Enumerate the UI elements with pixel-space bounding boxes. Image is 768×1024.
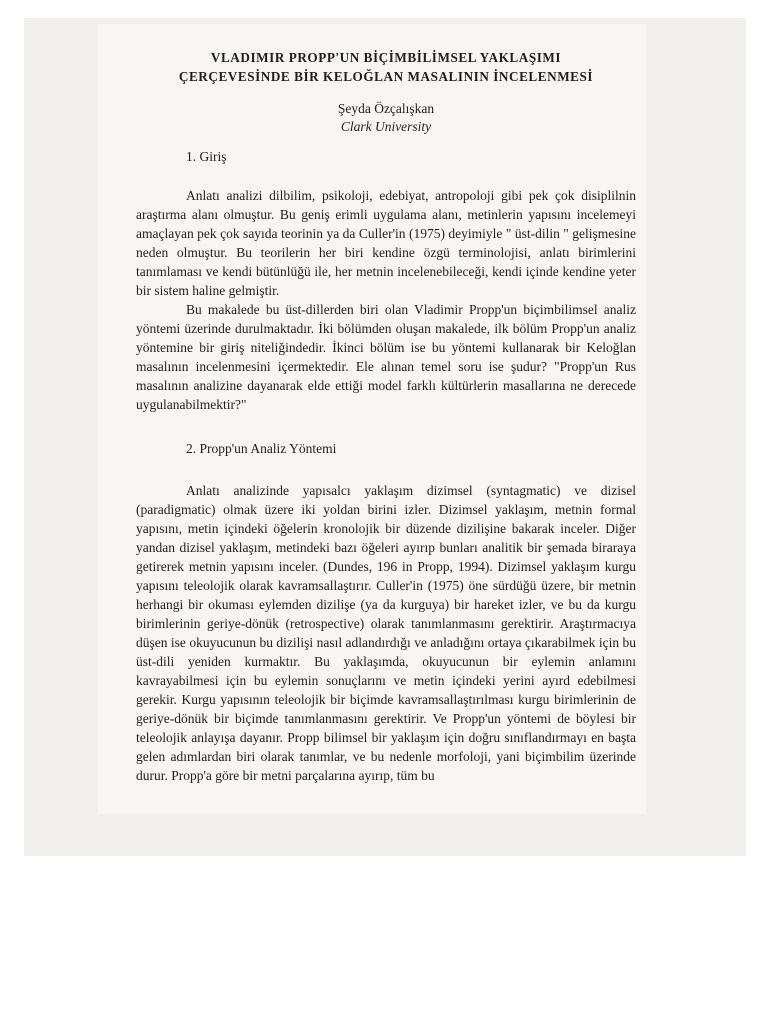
title-line-1: VLADIMIR PROPP'UN BİÇİMBİLİMSEL YAKLAŞIMI — [210, 50, 562, 65]
title — [136, 48, 636, 86]
section-heading-method: 2. Propp'un Analiz Yöntemi — [186, 441, 337, 456]
paragraph-2: Bu makalede bu üst-dillerden biri olan Vladimir Propp'un biçimbilimsel analiz yöntemi üzerinde durulmaktadır. İki bölümden oluşan makalede, ilk bölüm Propp'un analiz yöntemine bir giriş niteliğindedir. İkinci bölüm ise bu yöntemi kullanarak bir Keloğlan masalının incelenmesini içermektedir. Ele alınan temel soru ise şudur? "Propp'un Rus masalının analizine dayanarak elde ettiği model farklı kültürlerin masallarına ne derecede uygulanabilmektir?" — [136, 302, 636, 412]
title-line-2: ÇERÇEVESİNDE BİR KELOĞLAN MASALININ İNCELENMESİ — [178, 69, 594, 84]
affiliation: Clark University — [340, 119, 432, 134]
paragraph-3: Anlatı analizinde yapısalcı yaklaşım dizimsel (syntagmatic) ve dizisel (paradigmatic) olmak üzere iki yoldan birini izler. Dizimsel yaklaşım, metnin formal yapısını, metin içindeki öğelerin kronolojik bir düzende dizilişine bakarak inceler. Diğer yandan dizisel yaklaşım, metindeki bazı öğeleri ayırıp bunları analitik bir şemada biraraya getirerek metnin yapısını inceler. (Dundes, 196 in Propp, 1994). Dizimsel yaklaşım kurgu yapısını teleolojik olarak kavramsallaştırır. Culler'in (1975) öne sürdüğü üzere, bir metnin herhangi bir okuması eylemden dizilişe (ya da kurguya) bir hareket izler, ve bu da kurgu birimlerinin geriye-dönük (retrospective) olarak tanımlanmasını gerektirir. Araştırmacıya düşen ise okuyucunun bu dizilişi nasıl adlandırdığı ve anladığını ortaya çıkarabilmek için bu üst-dili yeniden kurmaktır. Bu yaklaşımda, okuyucunun bir eylemin anlamını kavrayabilmesi için bu eylemin sonuçlarını ve metin içindeki yerini ayırd edebilmesi gerekir. Kurgu yapısının teleolojik bir biçimde kavramsallaştırılması kurgu birimlerinin de geriye-dönük bir biçimde tanımlanmasını gerektirir. Ve Propp'un yöntemi de böylesi bir teleolojik anlayışa dayanır. Propp bilimsel bir yaklaşım için doğru sınıflandırmayı en başta gelen adımlardan biri olarak tanımlar, ve bu nedenle morfoloji, yani biçimbilim üzerinde durur. Propp'a göre bir metni parçalarına ayırıp, tüm bu — [136, 483, 636, 783]
section-heading-intro: 1. Giriş — [186, 149, 227, 164]
document-content — [136, 48, 636, 785]
author: Şeyda Özçalışkan — [337, 101, 435, 116]
paragraph-1: Anlatı analizi dilbilim, psikoloji, edebiyat, antropoloji gibi pek çok disiplilnin araştırma alanı olmuştur. Bu geniş erimli uygulama alanı, metinlerin yapısını incelemeyi amaçlayan pek çok sayıda teorinin ya da Culler'in (1975) deyimiyle " üst-dilin " gelişmesine neden olmuştur. Bu teorilerin her biri kendine özgü terminolojisi, anlatı birimlerini tanımlaması ve kendi bütünlüğü ile, her metnin incelenebileceği, kendi içinde kendine yeter bir sistem haline gelmiştir. — [136, 188, 636, 298]
